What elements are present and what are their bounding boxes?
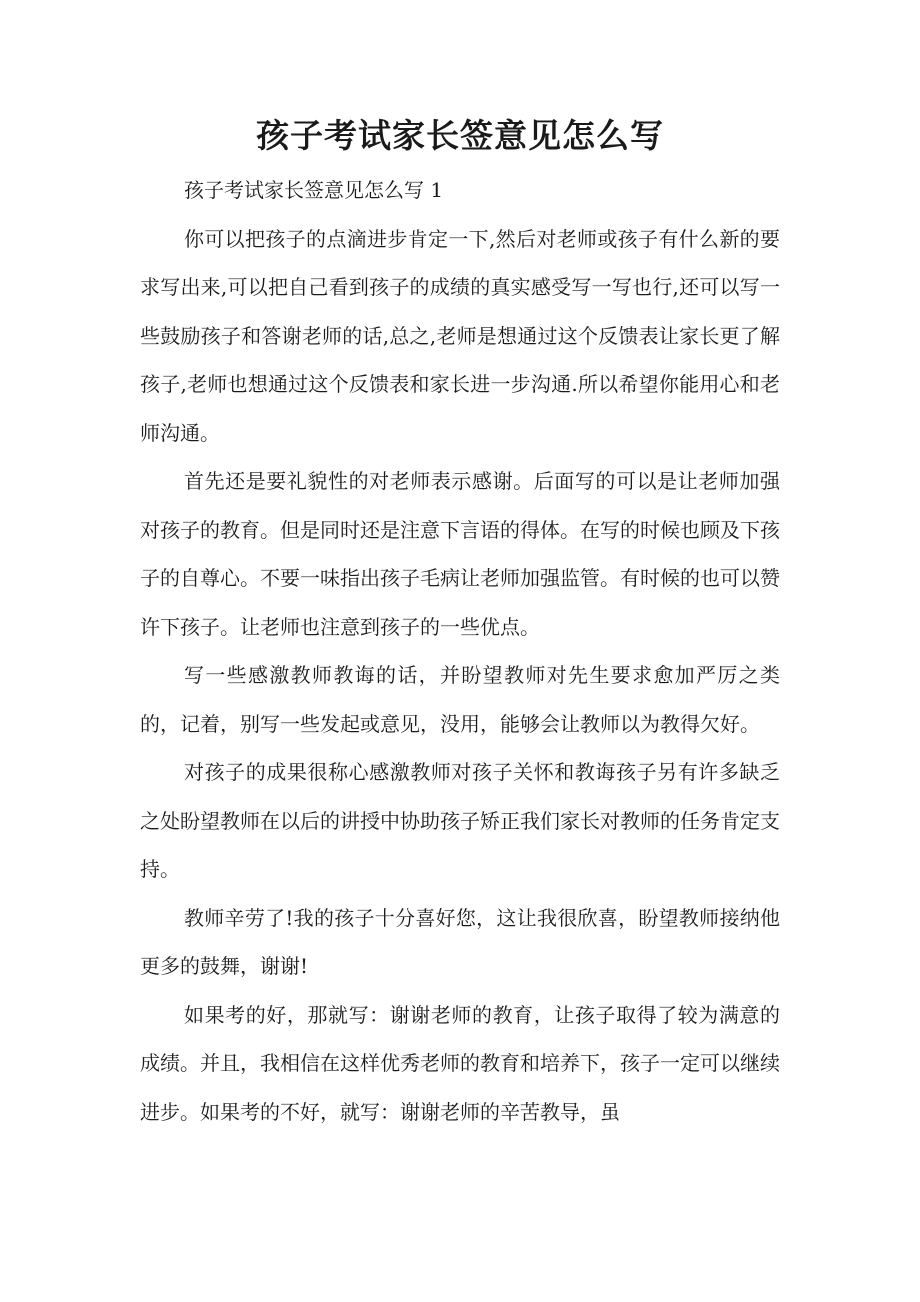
body-paragraph: 你可以把孩子的点滴进步肯定一下,然后对老师或孩子有什么新的要求写出来,可以把自己看到孩子的成绩的真实感受写一写也行,还可以写一些鼓励孩子和答谢老师的话,总之,老师是想通过这个反馈表让家长更了解孩子,老师也想通过这个反馈表和家长进一步沟通.所以希望你能用心和老师沟通。 [140,226,780,445]
document-title: 孩子考试家长签意见怎么写 [256,116,664,155]
body-paragraph: 写一些感激教师教诲的话，并盼望教师对先生要求愈加严厉之类的，记着，别写一些发起或意见，没用，能够会让教师以为教得欠好。 [140,663,780,736]
subtitle-paragraph: 孩子考试家长签意见怎么写 1 [184,178,444,202]
document-body [140,166,780,1136]
body-paragraph: 首先还是要礼貌性的对老师表示感谢。后面写的可以是让老师加强对孩子的教育。但是同时还是注意下言语的得体。在写的时候也顾及下孩子的自尊心。不要一味指出孩子毛病让老师加强监管。有时候的也可以赞许下孩子。让老师也注意到孩子的一些优点。 [140,469,780,639]
body-paragraph: 教师辛劳了!我的孩子十分喜好您，这让我很欣喜，盼望教师接纳他更多的鼓舞，谢谢! [140,905,780,978]
body-paragraph: 对孩子的成果很称心感激教师对孩子关怀和教诲孩子另有许多缺乏之处盼望教师在以后的讲授中协助孩子矫正我们家长对教师的任务肯定支持。 [140,760,780,881]
body-paragraph: 如果考的好，那就写：谢谢老师的教育，让孩子取得了较为满意的成绩。并且，我相信在这样优秀老师的教育和培养下，孩子一定可以继续进步。如果考的不好，就写：谢谢老师的辛苦教导，虽 [140,1002,780,1124]
